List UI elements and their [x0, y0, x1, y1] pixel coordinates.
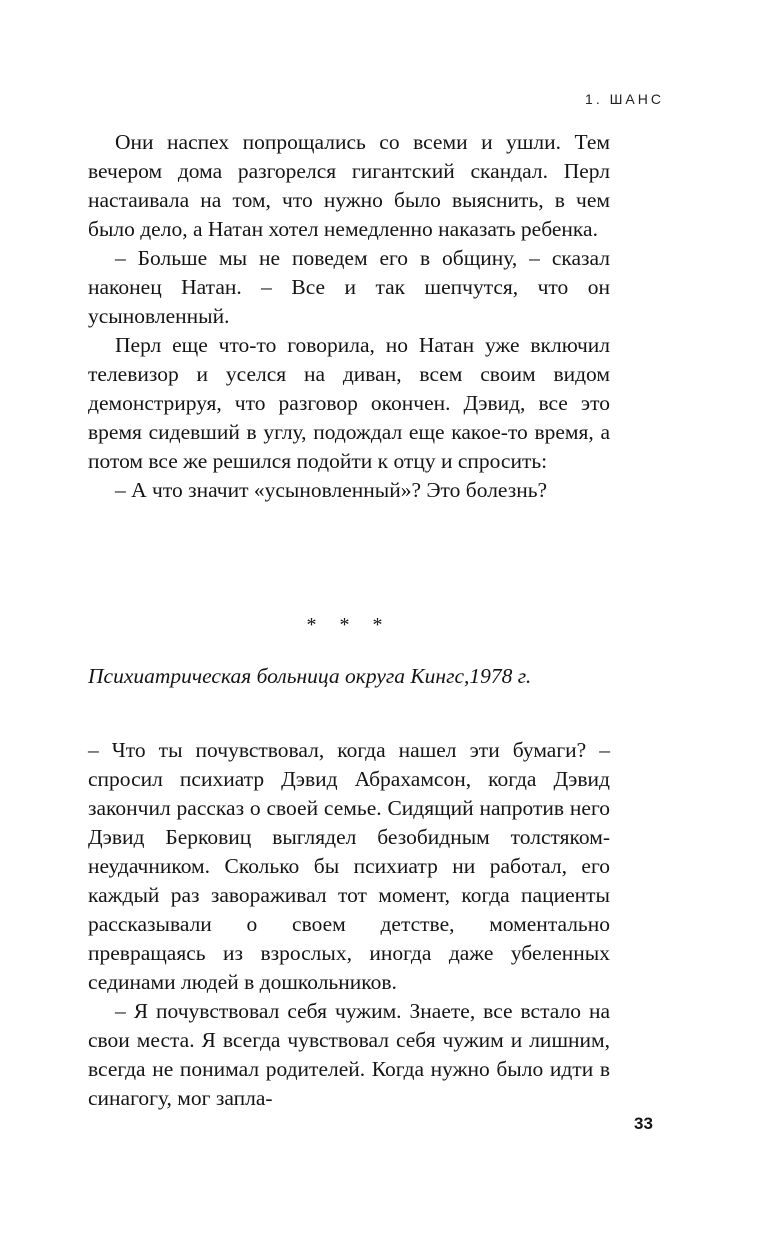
running-head: 1. ШАНС — [585, 91, 664, 107]
dialogue-paragraph: – Я почувствовал себя чужим. Знаете, все встало на свои места. Я всегда чувствовал себя чужим и лишним, всегда не понимал родителей. Когда нужно было идти в синагогу, мог запла- — [88, 999, 610, 1110]
page-number: 33 — [634, 1114, 653, 1133]
dialogue-paragraph: – А что значит «усыновленный»? Это болезнь? — [115, 478, 548, 502]
paragraph: Перл еще что-то говорила, но Натан уже включил телевизор и уселся на диван, всем своим видом демонстрируя, что разговор окончен. Дэвид, все это время сидевший в углу, подождал еще какое-то время, а потом все же решился подойти к отцу и спросить: — [88, 333, 610, 473]
dialogue-paragraph: – Больше мы не поведем его в общину, – сказал наконец Натан. – Все и так шепчутся, что он усыновленный. — [88, 246, 610, 328]
dialogue-paragraph: – Что ты почувствовал, когда нашел эти бумаги? – спросил психиатр Дэвид Абрахамсон, когда Дэвид закончил рассказ о своей семье. Сидящий напротив него Дэвид Берковиц выглядел безобидным толстяком-неудачником. Сколько бы психиатр ни работал, его каждый раз завораживал тот момент, когда пациенты рассказывали о своем детстве, моментально превращаясь из взрослых, иногда даже убеленных сединами людей в дошкольников. — [88, 738, 610, 994]
scene-heading: Психиатрическая больница округа Кингс,1978 г. — [88, 664, 532, 688]
paragraph: Они наспех попрощались со всеми и ушли. Тем вечером дома разгорелся гигантский скандал. Перл настаивала на том, что нужно было выяснить, в чем было дело, а Натан хотел немедленно наказать ребенка. — [88, 130, 610, 241]
text-block-bottom — [88, 736, 610, 1113]
section-separator: * * * — [306, 614, 392, 636]
text-block-top — [88, 128, 610, 505]
